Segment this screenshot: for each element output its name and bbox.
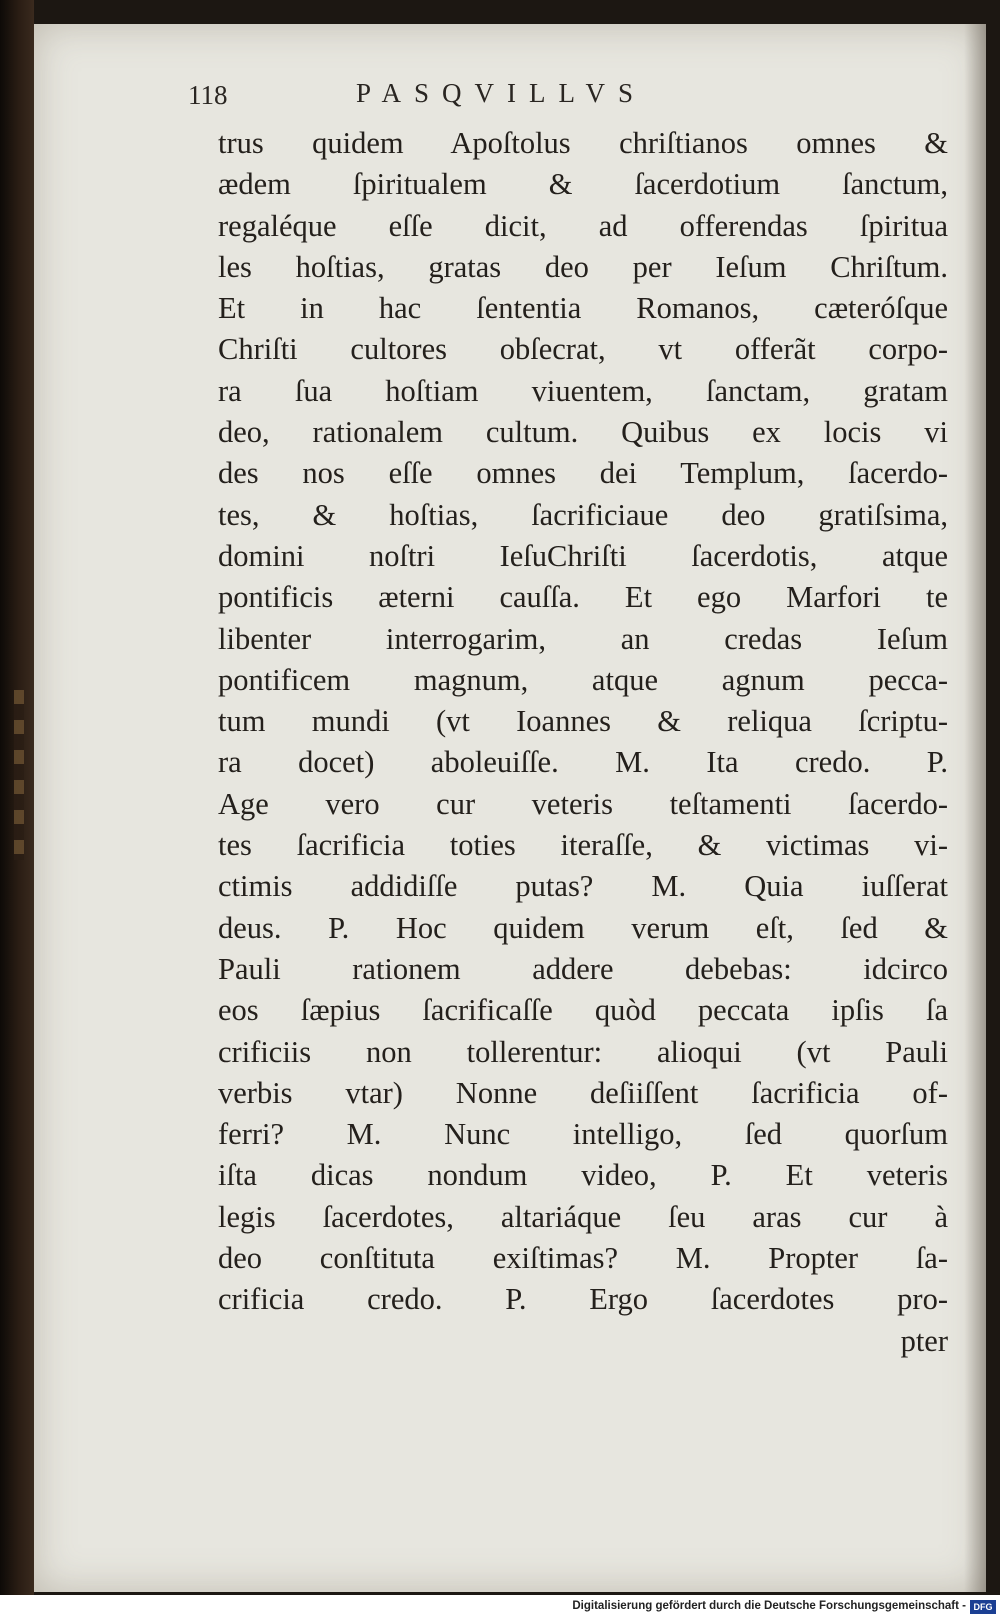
text-line: pontificis æterni cauſſa. Et ego Marfori te: [218, 580, 948, 615]
text-line: eos ſæpius ſacrificaſſe quòd peccata ipſis ſa: [218, 993, 948, 1028]
dfg-logo: DFG: [970, 1600, 996, 1614]
text-line: crificia credo. P. Ergo ſacerdotes pro-: [218, 1282, 948, 1317]
book-spine: [0, 0, 34, 1595]
text-line: crificiis non tollerentur: alioqui (vt Pauli: [218, 1034, 948, 1069]
text-line: trus quidem Apoſtolus chriſtianos omnes &: [218, 126, 948, 160]
text-line: ferri? M. Nunc intelligo, ſed quorſum: [218, 1117, 948, 1152]
text-line: iſta dicas nondum video, P. Et veteris: [218, 1158, 948, 1193]
text-line: ra docet) aboleuiſſe. M. Ita credo. P.: [218, 745, 948, 780]
text-line: ra ſua hoſtiam viuentem, ſanctam, gratam: [218, 373, 948, 408]
funding-credit: Digitalisierung gefördert durch die Deutsche Forschungsgemeinschaft -: [572, 1600, 966, 1612]
text-line: deus. P. Hoc quidem verum eſt, ſed &: [218, 910, 948, 945]
page-number: 118: [188, 80, 228, 110]
text-line: regaléque eſſe dicit, ad offerendas ſpiritua: [218, 208, 948, 243]
text-line: Pauli rationem addere debebas: idcirco: [218, 951, 948, 986]
spine-decoration: [14, 690, 24, 860]
text-line: Age vero cur veteris teſtamenti ſacerdo-: [218, 786, 948, 821]
text-line: des nos eſſe omnes dei Templum, ſacerdo-: [218, 456, 948, 491]
text-line: deo, rationalem cultum. Quibus ex locis vi: [218, 415, 948, 450]
text-line: verbis vtar) Nonne deſiiſſent ſacrificia of-: [218, 1075, 948, 1110]
text-line: deo conſtituta exiſtimas? M. Propter ſa-: [218, 1241, 948, 1276]
text-line: ædem ſpiritualem & ſacerdotium ſanctum,: [218, 167, 948, 202]
text-line: tes, & hoſtias, ſacrificiaue deo gratiſsima,: [218, 497, 948, 532]
running-head: PASQVILLVS: [356, 78, 647, 108]
text-line: Chriſti cultores obſecrat, vt offerãt corpo-: [218, 332, 948, 367]
digitization-footer: [0, 1595, 1000, 1622]
text-line: Et in hac ſententia Romanos, cæteróſque: [218, 291, 948, 326]
text-line: ctimis addidiſſe putas? M. Quia iuſſerat: [218, 869, 948, 904]
text-line: les hoſtias, gratas deo per Ieſum Chriſtum.: [218, 249, 948, 284]
body-text: [218, 123, 948, 1362]
text-line: tum mundi (vt Ioannes & reliqua ſcriptu-: [218, 704, 948, 739]
text-line: tes ſacrificia toties iteraſſe, & victimas vi-: [218, 828, 948, 863]
text-line: libenter interrogarim, an credas Ieſum: [218, 621, 948, 656]
text-line: legis ſacerdotes, altariáque ſeu aras cur à: [218, 1199, 948, 1234]
catchword: pter: [900, 1323, 948, 1358]
text-line: pontificem magnum, atque agnum pecca-: [218, 662, 948, 697]
page-header: [188, 80, 788, 120]
page-edge-shadow: [964, 24, 986, 1592]
text-line: domini noſtri IeſuChriſti ſacerdotis, atque: [218, 538, 948, 573]
